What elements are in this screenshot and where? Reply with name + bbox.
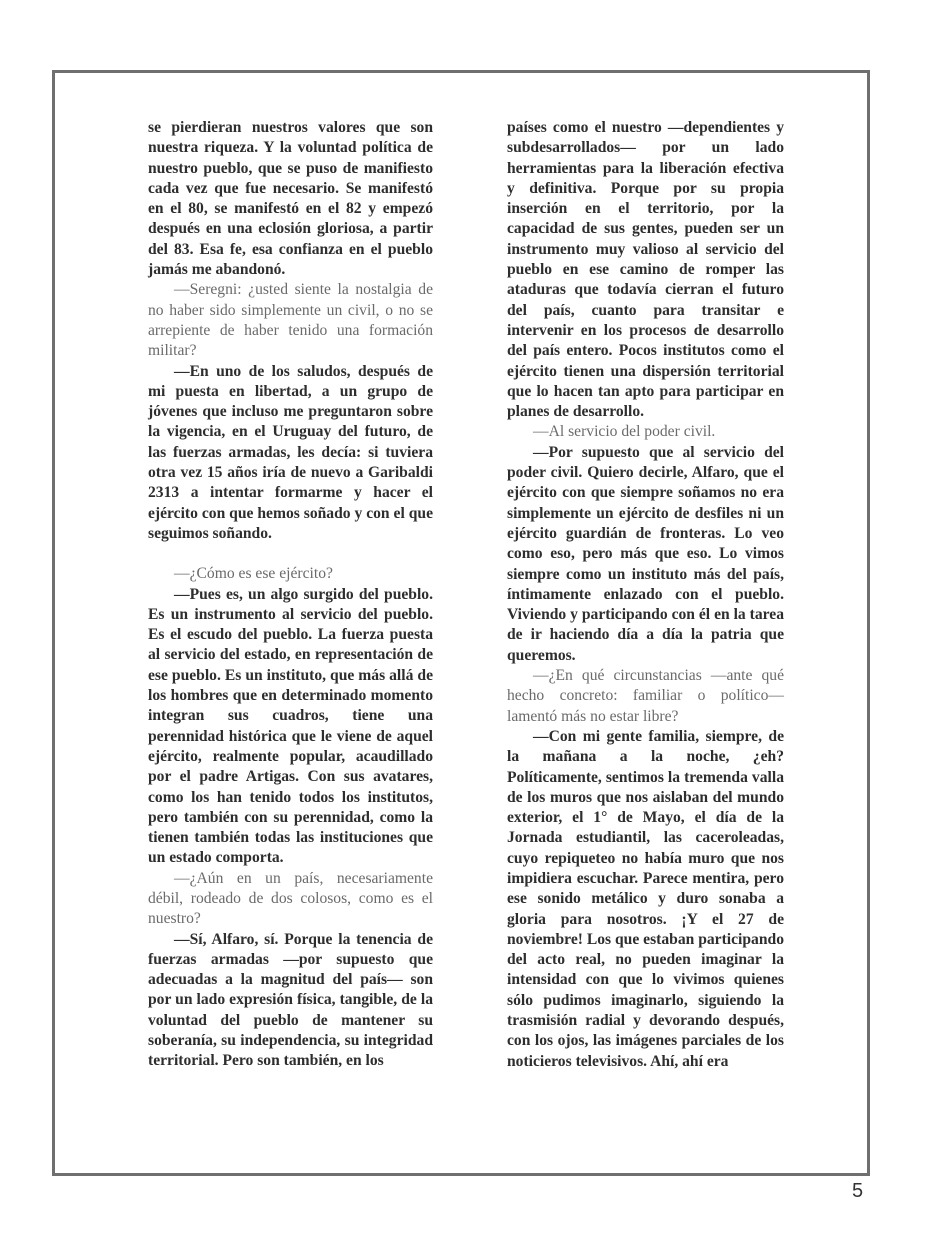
- question: —¿En qué circunstancias —ante qué hecho concreto: familiar o político— lamentó más no estar libre?: [507, 667, 784, 725]
- answer: —En uno de los saludos, después de mi puesta en libertad, a un grupo de jóvenes que incluso me preguntaron sobre la vigencia, en el Uruguay del futuro, de las fuerzas armadas, les decía: si tuviera otra vez 15 años iría de nuevo a Garibaldi 2313 a intentar formarme y hacer el ejército con que hemos soñado y con el que seguimos soñando.: [148, 362, 433, 542]
- question: —¿Cómo es ese ejército?: [174, 565, 333, 583]
- paragraph: países como el nuestro —dependientes y subdesarrollados— por un lado herramientas para la liberación efectiva y definitiva. Porque por su propia inserción en el territorio, por la capacidad de sus gentes, pueden ser un instrumento muy valioso al servicio del pueblo en ese camino de romper las ataduras que todavía cierran el futuro del país, cuanto para transitar e intervenir en los procesos de desarrollo del país entero. Pocos institutos como el ejército tienen una dispersión territorial que lo hacen tan apto para participar en planes de desarrollo.: [507, 119, 784, 421]
- paragraph: se pierdieran nuestros valores que son nuestra riqueza. Y la voluntad política de nuestro pueblo, que se puso de manifiesto cada vez que fue necesario. Se manifestó en el 80, se manifestó en el 82 y empezó después en una eclosión gloriosa, a partir del 83. Esa fe, esa confianza en el pueblo jamás me abandonó.: [148, 119, 433, 279]
- question: —Al servicio del poder civil.: [533, 423, 716, 441]
- right-text-column: [507, 118, 784, 1072]
- answer: —Pues es, un algo surgido del pueblo. Es un instrumento al servicio del pueblo. Es el escudo del pueblo. La fuerza puesta al servicio del estado, en representación de ese pueblo. Es un instituto, que más allá de los hombres que en determinado momento integran sus cuadros, tiene una perennidad histórica que le viene de aquel ejército, realmente popular, acaudillado por el padre Artigas. Con sus avatares, como los han tenido todos los institutos, pero también con su perennidad, como la tienen también todas las instituciones que un estado comporta.: [148, 585, 433, 867]
- answer: —Sí, Alfaro, sí. Porque la tenencia de fuerzas armadas —por supuesto que adecuadas a la magnitud del país— son por un lado expresión física, tangible, de la voluntad del pueblo de mantener su soberanía, su independencia, su integridad territorial. Pero son también, en los: [148, 930, 433, 1070]
- question: —¿Aún en un país, necesariamente débil, rodeado de dos colosos, como es el nuestro?: [148, 869, 433, 928]
- left-text-column: [148, 118, 433, 1072]
- page-number: 5: [852, 1180, 864, 1202]
- answer: —Con mi gente familia, siempre, de la mañana a la noche, ¿eh? Políticamente, sentimos la tremenda valla de los muros que nos aislaban del mundo exterior, el 1° de Mayo, el día de la Jornada estudiantil, las caceroleadas, cuyo repiqueteo no había muro que nos impidiera escuchar. Parece mentira, pero ese sonido metálico y duro sonaba a gloria para nosotros. ¡Y el 27 de noviembre! Los que estaban participando del acto real, no pueden imaginar la intensidad con que lo vivimos quienes sólo pudimos imaginarlo, siguiendo la trasmisión radial y devorando después, con los ojos, las imágenes parciales de los noticieros televisivos. Ahí, ahí era: [507, 727, 784, 1070]
- question: —Seregni: ¿usted siente la nostalgia de no haber sido simplemente un civil, o no se arrepiente de haber tenido una formación militar?: [148, 281, 433, 360]
- answer: —Por supuesto que al servicio del poder civil. Quiero decirle, Alfaro, que el ejército con que siempre soñamos no era simplemente un ejército de desfiles ni un ejército guardián de fronteras. Lo veo como eso, pero más que eso. Lo vimos siempre como un instituto más del país, íntimamente enlazado con el pueblo. Viviendo y participando con él en la tarea de ir haciendo día a día la patria que queremos.: [507, 443, 784, 664]
